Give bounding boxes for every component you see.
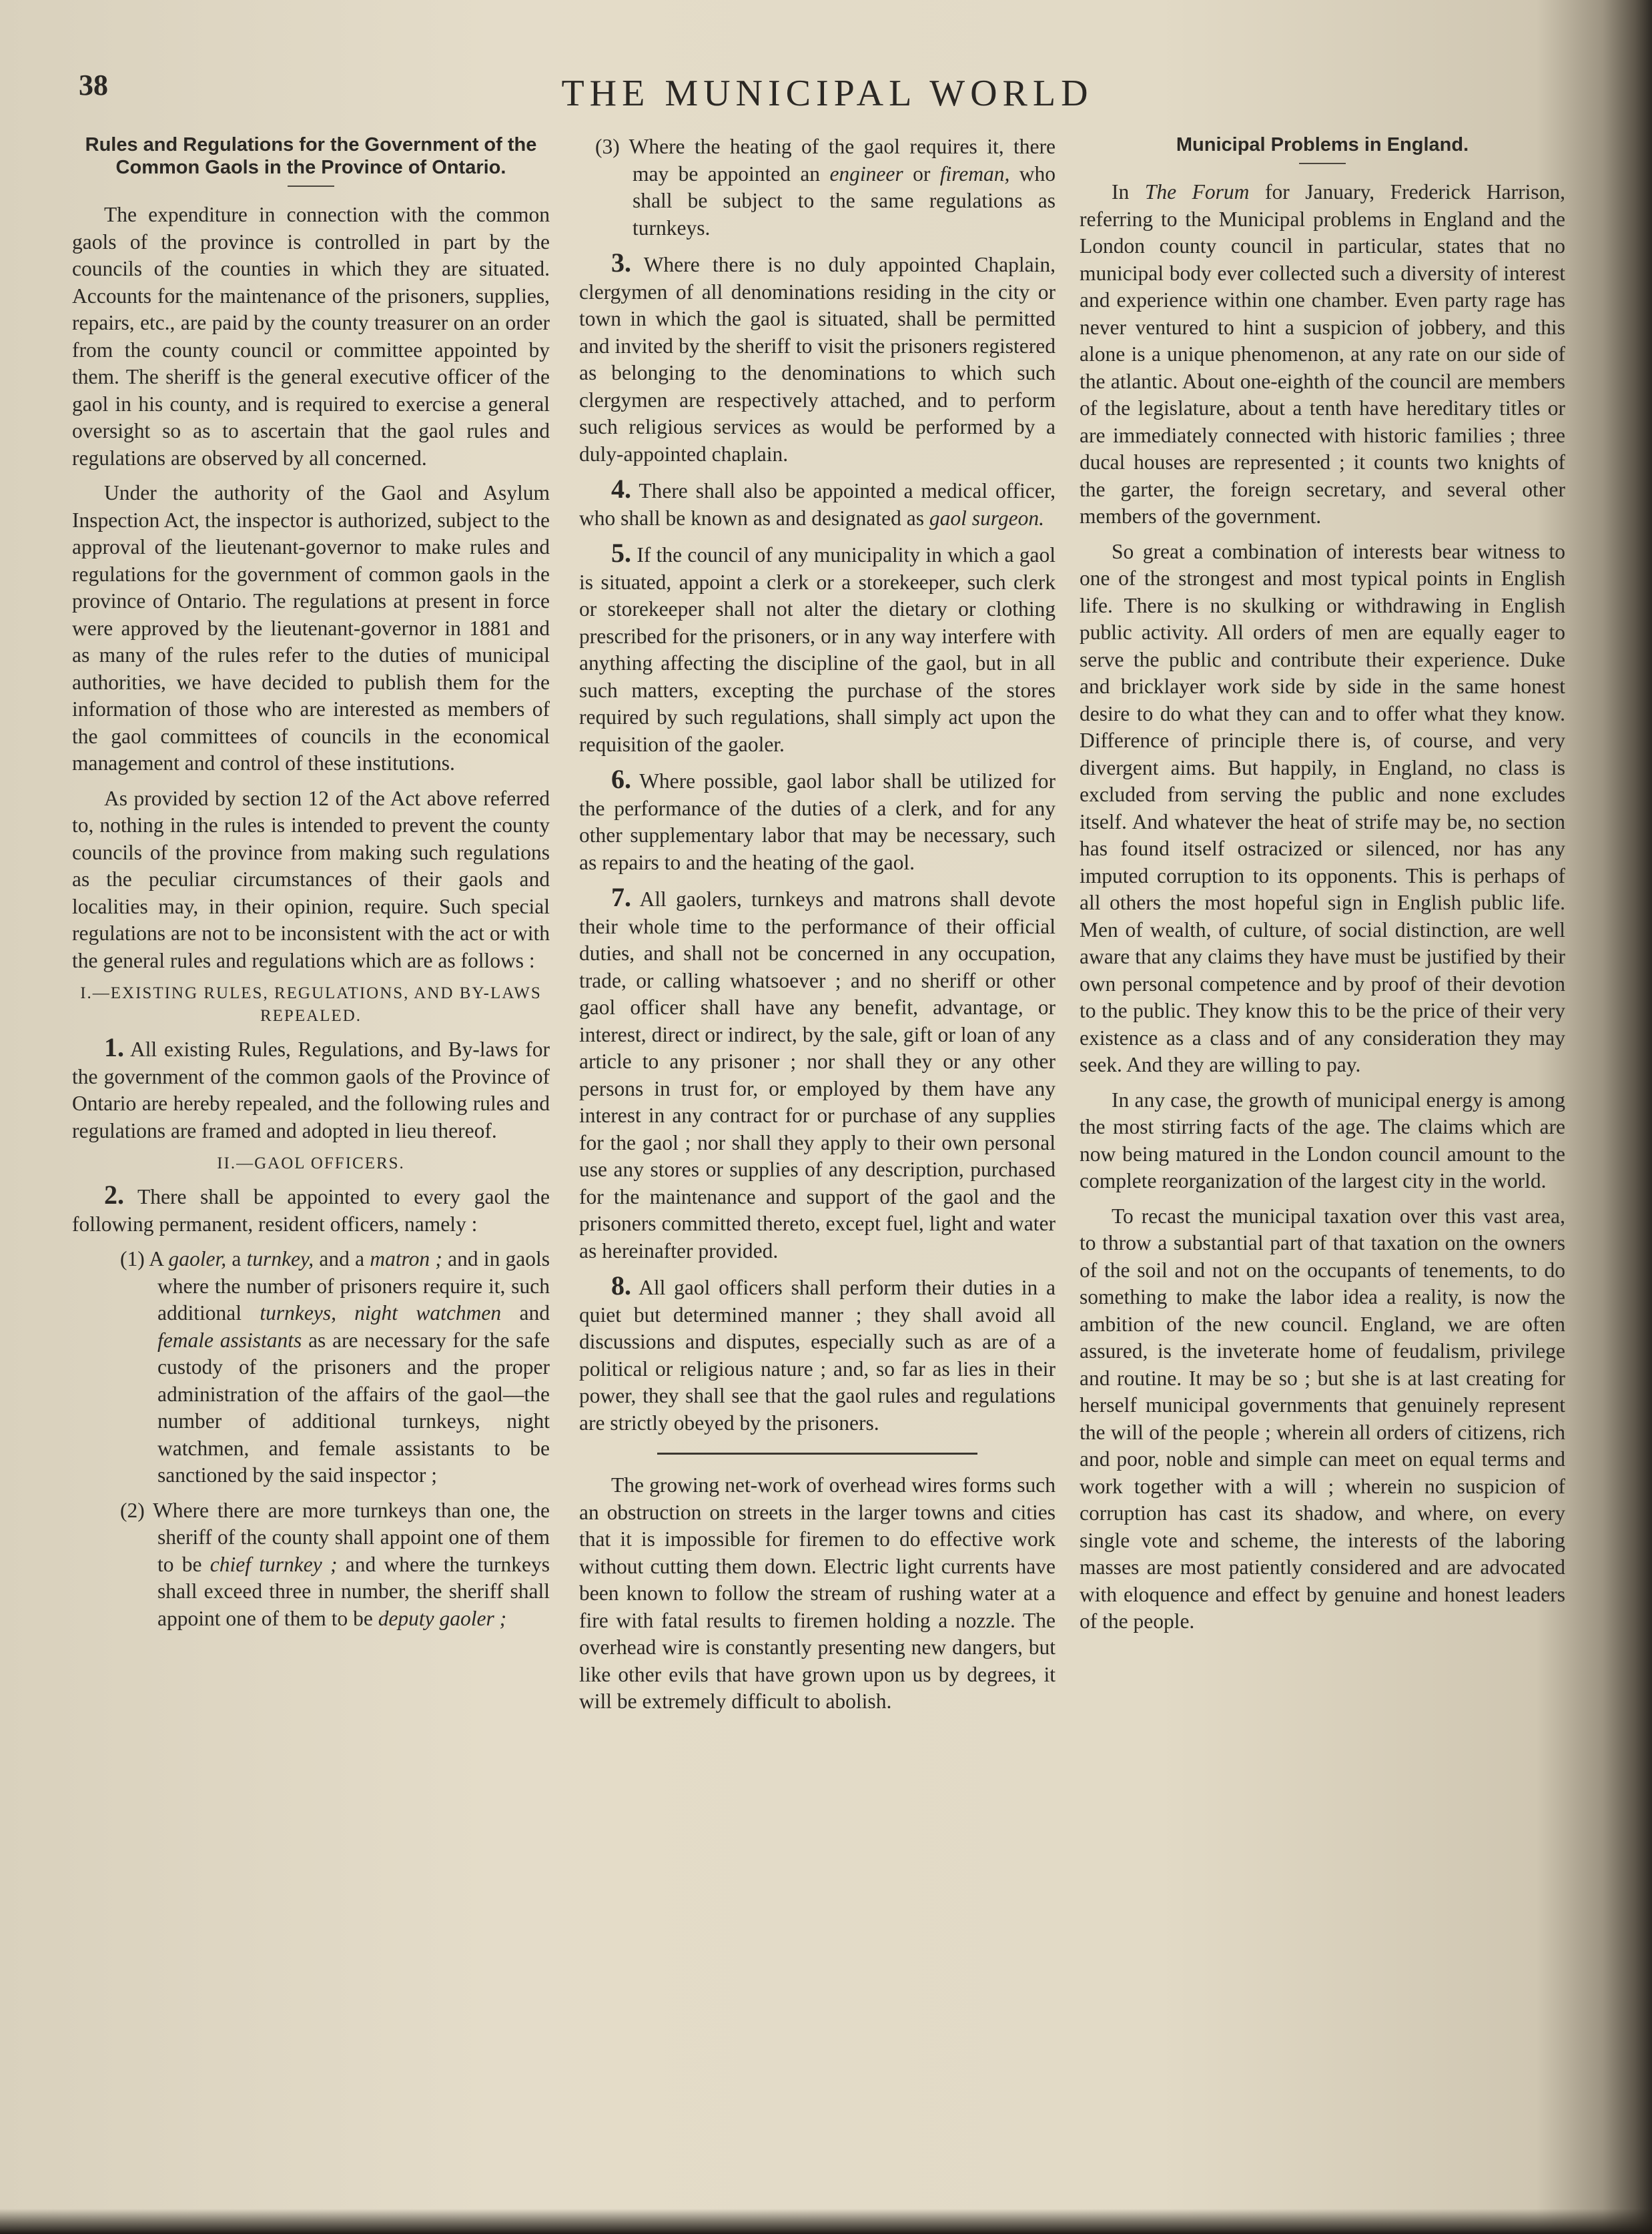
- italic-term: fireman,: [939, 161, 1010, 185]
- rule-text: Where possible, gaol labor shall be utilized for the performance of the duties of a clerk, and for any other supplementary labor that may be necessary, such as repairs to and the heating of the gaol.: [579, 769, 1056, 874]
- paragraph: In any case, the growth of municipal energy is among the most stirring facts of the age. The claims which are now being matured in the London council amount to the complete reorganization of the largest city in the world.: [1080, 1088, 1565, 1192]
- rule-text: There shall also be appointed a medical officer, who shall be known as and designated as: [579, 479, 1056, 530]
- sub-rule-number: (3): [595, 135, 620, 158]
- paragraph: The expenditure in connection with the common gaols of the province is controlled in part by the councils of the counties in which they are situated. Accounts for the maintenance of the prisoners, supplies, repairs, etc., are paid by the county treasurer on an order from the county council or committee appointed by them. The sheriff is the general executive officer of the gaol in his county, and is required to exercise a general oversight so as to ascertain that the gaol rules and regulations are observed by all concerned.: [72, 203, 550, 470]
- rule-number: 5.: [611, 538, 631, 568]
- italic-term: gaoler,: [168, 1247, 227, 1270]
- rule-7: [579, 884, 1056, 1264]
- article-headline-gaol-rules: Rules and Regulations for the Government of the Common Gaols in the Province of Ontario.: [85, 134, 537, 178]
- page-bottom-shadow: [0, 2209, 1652, 2234]
- section-heading-existing-rules: I.—EXISTING RULES, REGULATIONS, AND BY-LAWS REPEALED.: [80, 984, 542, 1025]
- headline-separator: [288, 185, 334, 187]
- rule-number: 1.: [104, 1032, 124, 1062]
- article-divider-rule: [657, 1453, 977, 1455]
- rule-number: 2.: [104, 1180, 124, 1210]
- page-number: 38: [79, 69, 108, 101]
- paragraph: As provided by section 12 of the Act above referred to, nothing in the rules is intended to prevent the county councils of the province from making such regulations as the peculiar circumstances of their gaols and localities may, in their opinion, require. Such special regulations are not to be inconsistent with the act or with the general rules and regulations which are as follows :: [72, 786, 550, 972]
- rule-5: [579, 540, 1056, 758]
- masthead: THE MUNICIPAL WORLD: [561, 73, 1094, 114]
- text-run: and in gaols where the number of prisoners require it, such additional: [157, 1247, 550, 1325]
- paragraph: Under the authority of the Gaol and Asylum Inspection Act, the inspector is authorized, subject to the approval of the lieutenant-governor to make rules and regulations for the government of common gaols in the province of Ontario. The regulations at present in force were approved by the lieutenant-governor in 1881 and as many of the rules refer to the duties of municipal authorities, we have decided to publish them for the information of those who are interested as members of the gaol committees of councils in the economical management and control of these institutions.: [72, 481, 550, 775]
- italic-term: matron ;: [370, 1247, 442, 1270]
- rule-8: [579, 1272, 1056, 1437]
- rule-number: 7.: [611, 882, 631, 912]
- column-middle: [579, 133, 1056, 1724]
- sub-rule-number: (2): [120, 1498, 145, 1522]
- text-run: and: [519, 1301, 550, 1325]
- paragraph: So great a combination of interests bear witness to one of the strongest and most typical points in English life. There is no skulking or withdrawing in English public activity. All orders of men are equally eager to serve the public and contribute their experience. Duke and bricklayer work side by side in the same honest desire to do what they can and to offer what they know. Difference of principle there is, of course, and very divergent aims. But happily, in England, no class is excluded from serving the public and none excludes itself. And whatever the heat of strife may be, no section has found itself ostracized or silenced, nor has any imputed corruption to its opponents. This is perhaps of all others the most hopeful sign in English public life. Men of wealth, of culture, of social distinction, are well aware that any claims they have must be justified by their own personal competence and by proof of their devotion to the public. They know this to be the price of their very existence as a class and of any consideration they may seek. And they are willing to pay.: [1080, 539, 1565, 1076]
- text-run: Where the heating of the gaol requires it, there may be appointed an: [629, 135, 1056, 185]
- column-left: [72, 133, 550, 1640]
- paragraph-overhead-wires: The growing net-work of overhead wires forms such an obstruction on streets in the larger towns and cities that it is impossible for firemen to do effective work without cutting them down. Electric light currents have been known to follow the stream of rushing water at a fire with fatal results to firemen holding a nozzle. The overhead wire is constantly presenting new dangers, but like other evils that have grown upon us by degrees, it will be extremely difficult to abolish.: [579, 1473, 1056, 1713]
- paragraph: [1080, 179, 1565, 530]
- sub-rule-3: [579, 133, 1056, 242]
- sub-rule-2: [72, 1497, 550, 1633]
- rule-text: All gaol officers shall perform their duties in a quiet but determined manner ; they shall avoid all discussions and disputes, especially such as are of a political or religious nature ; and, so far as lies in their power, they shall see that the gaol rules and regulations are strictly obeyed by the prisoners.: [579, 1276, 1056, 1435]
- rule-4: [579, 476, 1056, 532]
- rule-text: There shall be appointed to every gaol the following permanent, resident officers, namely :: [72, 1185, 550, 1236]
- article-headline-municipal-problems: Municipal Problems in England.: [1176, 134, 1469, 155]
- rule-number: 6.: [611, 764, 631, 794]
- italic-title: The Forum: [1144, 180, 1250, 204]
- text-run: and a: [319, 1247, 365, 1270]
- rule-text: If the council of any municipality in which a gaol is situated, appoint a clerk or a storekeeper, such clerk or storekeeper shall not alter the dietary or clothing prescribed for the prisoners, or in any way interfere with anything affecting the discipline of the gaol, but in all such matters, excepting the purchase of the stores required by such regulations, shall simply act upon the requisition of the gaoler.: [579, 543, 1056, 756]
- italic-term: engineer: [829, 161, 903, 185]
- italic-term: deputy gaoler ;: [378, 1606, 507, 1630]
- rule-text: Where there is no duly appointed Chaplain, clergymen of all denominations residing in the city or town in which the gaol is situated, shall be permitted and invited by the sheriff to visit the prisoners registered as belonging to the denominations to which such clergymen are respectively attached, and to perform such religious services as would be performed by a duly-appointed chaplain.: [579, 253, 1056, 466]
- rule-number: 8.: [611, 1270, 631, 1300]
- section-heading-gaol-officers: II.—GAOL OFFICERS.: [217, 1154, 405, 1172]
- rule-1: [72, 1034, 550, 1144]
- text-run: a: [232, 1247, 242, 1270]
- rule-6: [579, 766, 1056, 876]
- text-run: Where there are more turnkeys than one, the sheriff of the county shall appoint one of them to be: [153, 1498, 550, 1576]
- italic-term: turnkeys, night watchmen: [260, 1301, 502, 1325]
- text-run: as are necessary for the safe custody of the prisoners and the proper administration of the affairs of the gaol—the number of additional turnkeys, night watchmen, and female assistants to be sanctioned by the said inspector ;: [157, 1328, 550, 1487]
- rule-text: All gaolers, turnkeys and matrons shall devote their whole time to the performance of their official duties, and shall not be concerned in any occupation, trade, or calling whatsoever ; and no sheriff or other gaol officer shall have any benefit, advantage, or interest, direct or indirect, by the sale, gift or loan of any article to any prisoner ; nor shall they or any other persons in trust for, or employed by them have any interest in any contract for or purchase of any supplies for the gaol ; nor shall they apply to their own personal use any stores or supplies of any description, purchased for the maintenance and support of the gaol and the prisoners committed thereto, except fuel, light and water as hereinafter provided.: [579, 887, 1056, 1262]
- italic-term: turnkey,: [246, 1247, 314, 1270]
- rule-number: 3.: [611, 248, 631, 278]
- rule-2: [72, 1182, 550, 1238]
- text-run: A: [149, 1247, 163, 1270]
- headline-separator: [1299, 163, 1346, 164]
- rule-3: [579, 250, 1056, 468]
- paragraph: To recast the municipal taxation over this vast area, to throw a substantial part of that taxation on the owners of the soil and not on the occupants of tenements, to do something to make the labor idea a reality, is now the ambition of the new council. England, we are often assured, is the inveterate home of feudalism, privilege and routine. It may be so ; but she is at last creating for herself municipal governments that genuinely represent the will of the people ; wherein all orders of citizens, rich and poor, noble and simple can meet on equal terms and work together with a will ; wherein no suspicion of corruption has cast its shadow, and where, on every single vote and scheme, the interests of the laboring masses are most patiently considered and are advocated with eloquence and effect by genuine and honest leaders of the people.: [1080, 1204, 1565, 1633]
- italic-term: chief turnkey ;: [210, 1552, 338, 1576]
- text-run: who shall be subject to the same regulations as turnkeys.: [633, 161, 1056, 240]
- rule-text: All existing Rules, Regulations, and By-laws for the government of the common gaols of the Province of Ontario are hereby repealed, and the following rules and regulations are framed and adopted in lieu thereof.: [72, 1038, 550, 1142]
- text-run: or: [913, 161, 931, 185]
- text-run: and where the turnkeys shall exceed three in number, the sheriff shall appoint one of them to be: [157, 1552, 550, 1630]
- column-right: [1080, 133, 1565, 1643]
- text-run: for January, Frederick Harrison, referring to the Municipal problems in England and the London county council in particular, states that no municipal body ever collected such a diversity of interest and experience within one chamber. Even party rage has never ventured to hint a suspicion of jobbery, and this alone is a unique phenomenon, at any rate on our side of the atlantic. About one-eighth of the council are members of the legislature, about a tenth have hereditary titles or are immediately connected with historic families ; three ducal houses are represented ; it counts two knights of the garter, the foreign secretary, and several other members of the government.: [1080, 180, 1566, 528]
- text-run: In: [1112, 180, 1130, 204]
- italic-term: female assistants: [157, 1328, 302, 1352]
- sub-rule-number: (1): [120, 1247, 145, 1270]
- italic-term: gaol surgeon.: [929, 506, 1044, 530]
- rule-number: 4.: [611, 474, 631, 504]
- sub-rule-1: [72, 1246, 550, 1489]
